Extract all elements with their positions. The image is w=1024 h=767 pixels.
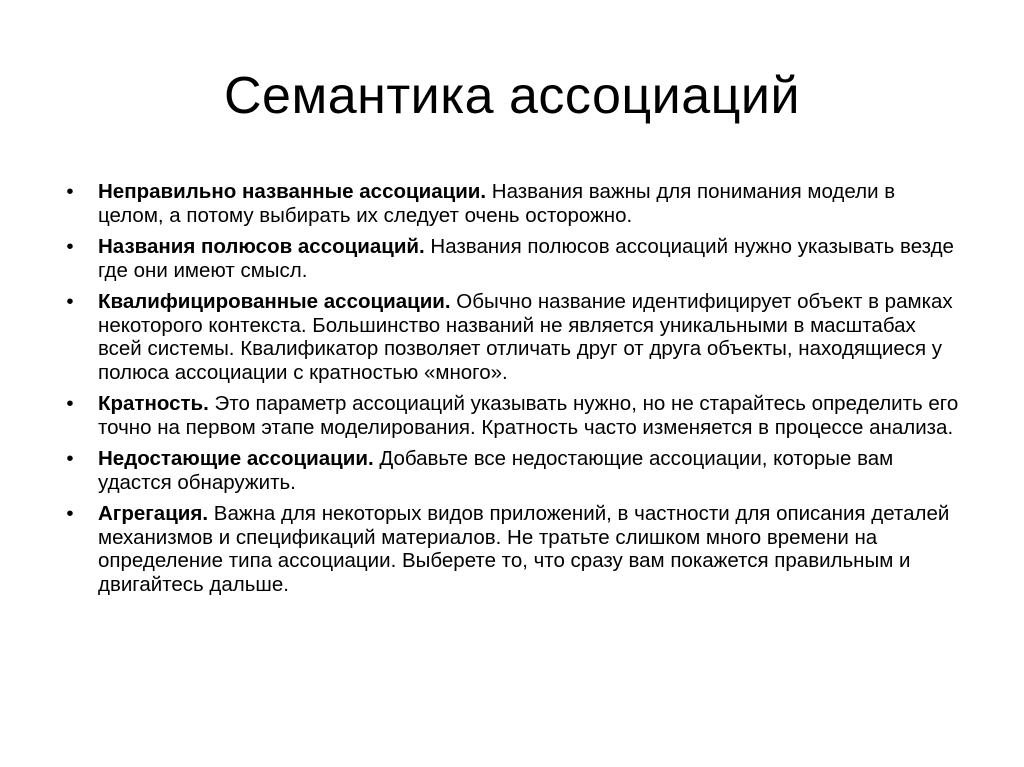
bullet-text: Важна для некоторых видов приложений, в частности для описания деталей механизмов и спецификаций материалов. Не тратьте слишком много времени на определение типа ассоциации. Выберете то, что сразу вам покажется правильным и двигайтесь дальше. <box>98 502 950 596</box>
bullet-list <box>60 180 960 604</box>
bullet-icon: • <box>66 290 74 313</box>
bullet-term: Агрегация. <box>98 502 209 525</box>
bullet-text: Названия важны для понимания модели в целом, а потому выбирать их следует очень осторожно. <box>98 180 896 227</box>
bullet-term: Кратность. <box>98 392 209 415</box>
bullet-term: Квалифицированные ассоциации. <box>98 290 451 313</box>
bullet-icon: • <box>66 392 74 415</box>
bullet-item-5 <box>60 447 960 494</box>
bullet-icon: • <box>66 235 74 258</box>
bullet-item-3 <box>60 290 960 384</box>
bullet-icon: • <box>66 502 74 525</box>
bullet-item-4 <box>60 392 960 439</box>
slide-title: Семантика ассоциаций <box>223 67 801 125</box>
bullet-text: Обычно название идентифицирует объект в рамках некоторого контекста. Большинство названий не является уникальными в масштабах всей системы. Квалификатор позволяет отличать друг от друга объекты, находящиеся у полюса ассоциации с кратностью «много». <box>98 290 953 384</box>
bullet-term: Названия полюсов ассоциаций. <box>98 235 425 258</box>
bullet-item-2 <box>60 235 960 282</box>
bullet-text: Добавьте все недостающие ассоциации, которые вам удастся обнаружить. <box>98 447 894 494</box>
bullet-text: Это параметр ассоциаций указывать нужно, но не старайтесь определить его точно на первом этапе моделирования. Кратность часто изменяется в процессе анализа. <box>98 392 959 439</box>
bullet-term: Неправильно названные ассоциации. <box>98 180 487 203</box>
bullet-icon: • <box>66 447 74 470</box>
bullet-text: Названия полюсов ассоциаций нужно указывать везде где они имеют смысл. <box>98 235 954 282</box>
bullet-item-6 <box>60 502 960 596</box>
bullet-term: Недостающие ассоциации. <box>98 447 374 470</box>
bullet-icon: • <box>66 180 74 203</box>
bullet-item-1 <box>60 180 960 227</box>
